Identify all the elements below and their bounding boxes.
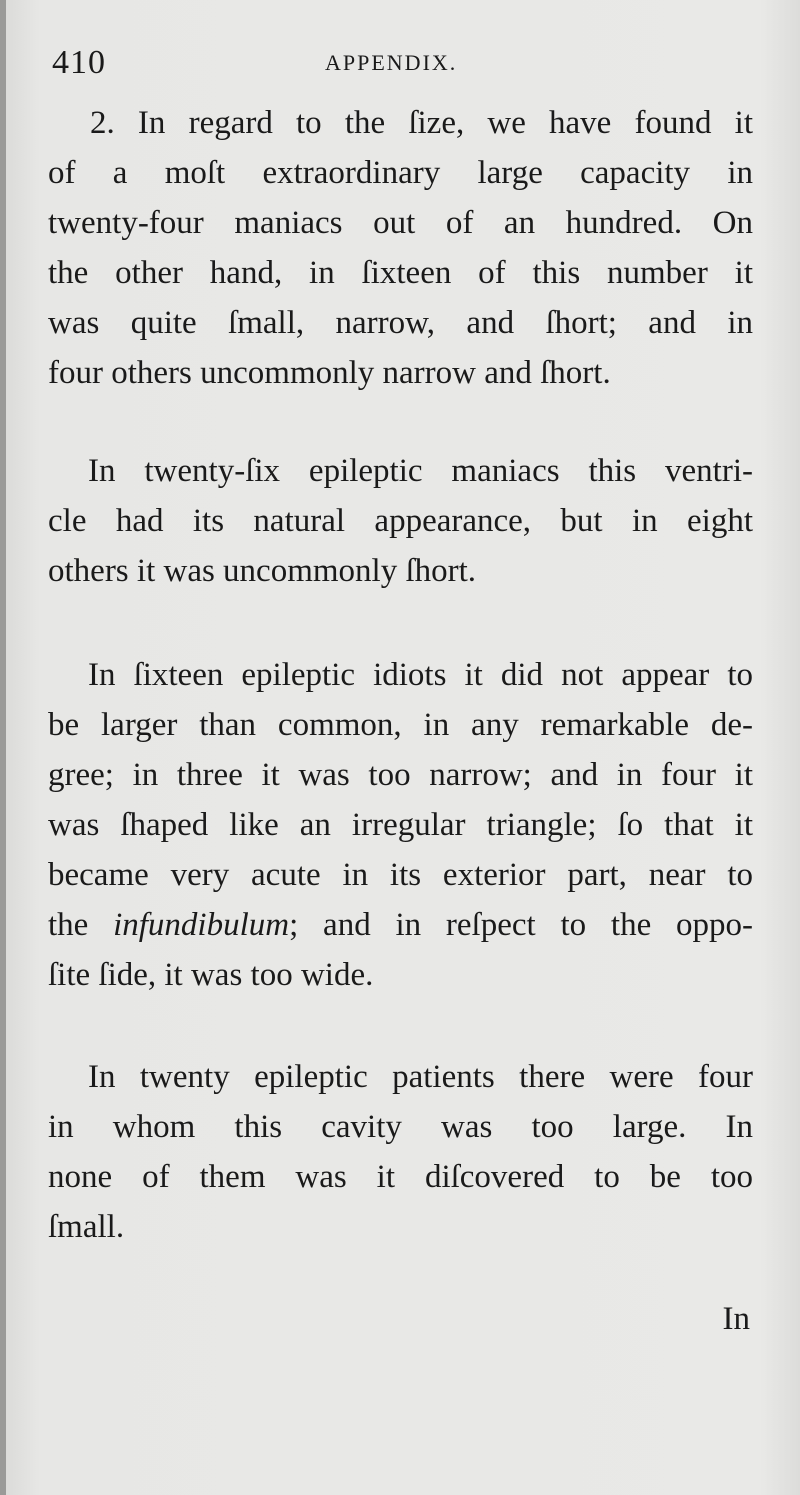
text-line: ſmall. bbox=[48, 1209, 125, 1245]
paragraph-epileptic-idiots bbox=[48, 650, 753, 1000]
text-line: was quite ſmall, narrow, and ſhort; and in bbox=[48, 305, 753, 341]
page-header bbox=[0, 44, 800, 84]
text-line: the other hand, in ſixteen of this number it bbox=[48, 255, 753, 291]
text-line: In ſixteen epileptic idiots it did not appear to bbox=[88, 657, 753, 693]
text-line: be larger than common, in any remarkable de- bbox=[48, 707, 753, 743]
page-number: 410 bbox=[52, 44, 106, 81]
catchword: In bbox=[722, 1301, 750, 1337]
text-line: In twenty-ſix epileptic maniacs this ventri- bbox=[88, 453, 753, 489]
text-line: others it was uncommonly ſhort. bbox=[48, 553, 477, 589]
paragraph-size bbox=[48, 98, 753, 398]
running-head: APPENDIX. bbox=[325, 50, 458, 75]
page-edge-shadow bbox=[0, 0, 6, 1495]
text-line: 2. In regard to the ſize, we have found it bbox=[90, 105, 753, 141]
italic-term: infundibulum bbox=[113, 907, 290, 943]
paragraph-epileptic-patients bbox=[48, 1052, 753, 1252]
text-line-with-italic bbox=[48, 900, 753, 950]
text-segment: the bbox=[48, 907, 114, 943]
text-line: ſite ſide, it was too wide. bbox=[48, 957, 374, 993]
text-line: was ſhaped like an irregular triangle; ſo that it bbox=[48, 807, 753, 843]
text-line: of a moſt extraordinary large capacity in bbox=[48, 155, 753, 191]
text-line: became very acute in its exterior part, near to bbox=[48, 857, 753, 893]
text-line: in whom this cavity was too large. In bbox=[48, 1109, 753, 1145]
paragraph-epileptic-maniacs bbox=[48, 446, 753, 596]
text-line: cle had its natural appearance, but in eight bbox=[48, 503, 753, 539]
text-segment: ; and in reſpect to the oppo- bbox=[289, 907, 753, 943]
text-line: none of them was it diſcovered to be too bbox=[48, 1159, 753, 1195]
text-line: twenty-four maniacs out of an hundred. On bbox=[48, 205, 753, 241]
text-line: In twenty epileptic patients there were four bbox=[88, 1059, 753, 1095]
text-line: gree; in three it was too narrow; and in four it bbox=[48, 757, 753, 793]
text-line: four others uncommonly narrow and ſhort. bbox=[48, 355, 611, 391]
